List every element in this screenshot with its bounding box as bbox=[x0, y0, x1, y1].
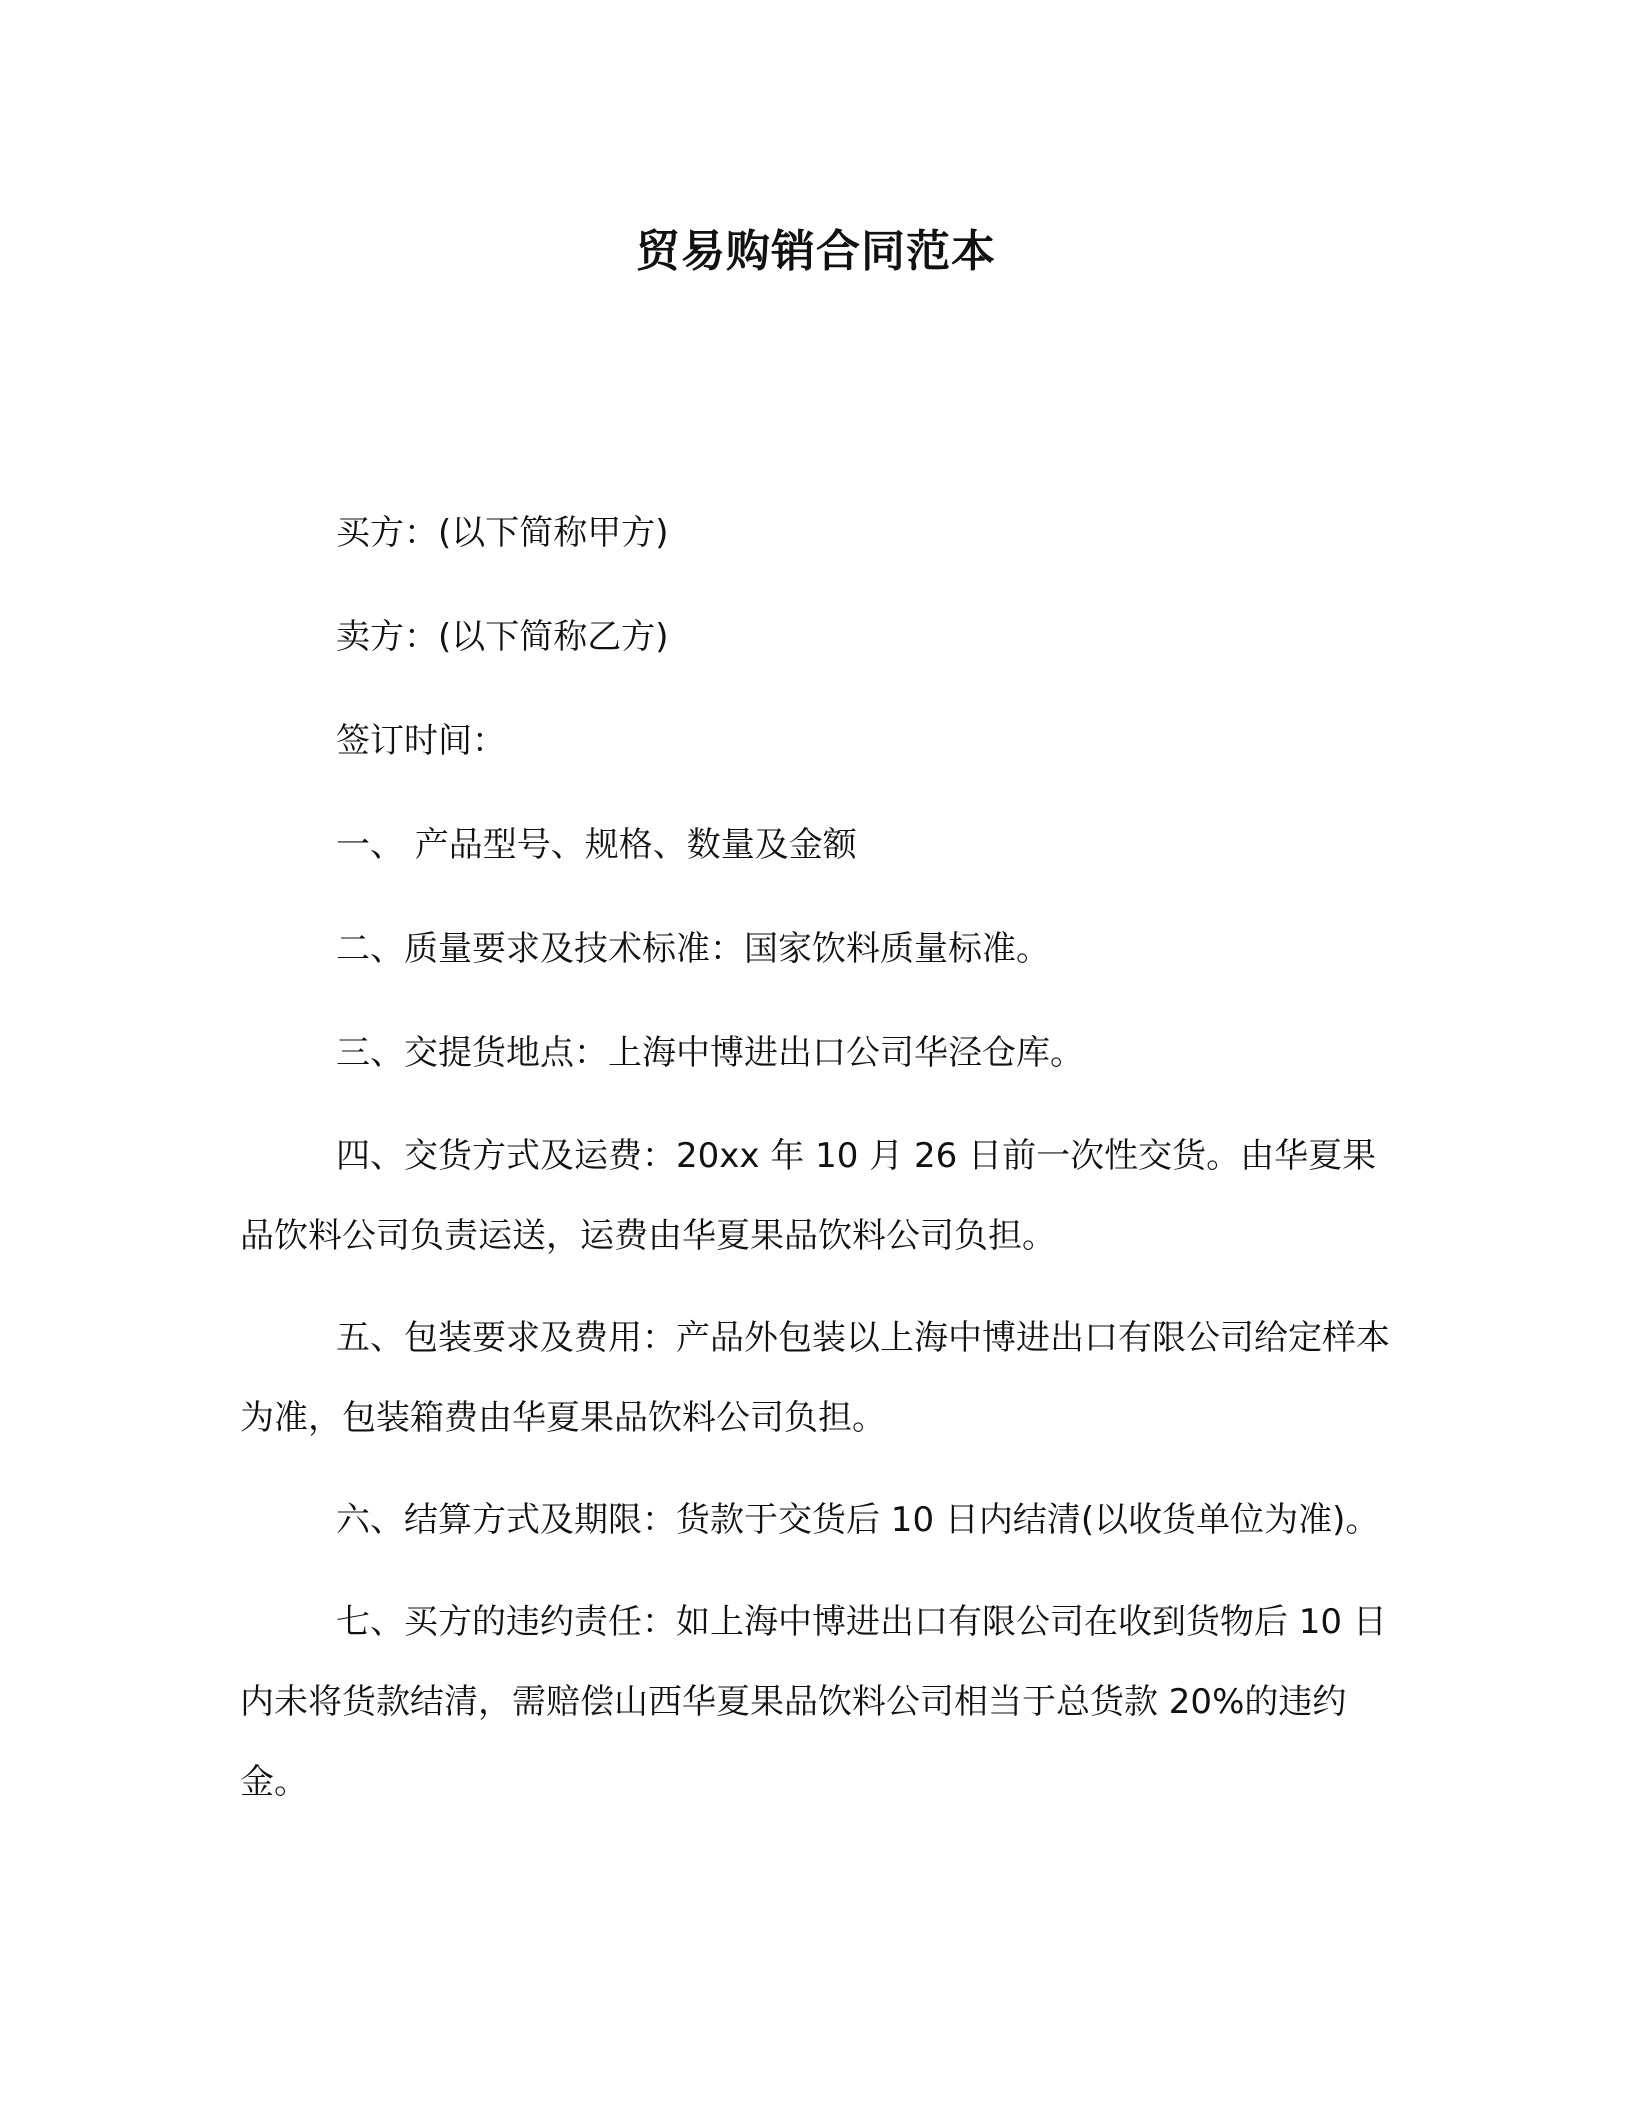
signing-time-line: 签订时间： bbox=[336, 721, 506, 761]
clause-7: 七、买方的违约责任：如上海中博进出口有限公司在收到货物后 10 日内未将货款结清，需赔偿山西华夏果品饮料公司相当于总货款 20%的违约金。 bbox=[240, 1602, 1387, 1802]
document-title: 贸易购销合同范本 bbox=[636, 226, 996, 277]
document-body bbox=[240, 492, 1390, 1844]
clause-3: 三、交提货地点：上海中博进出口公司华泾仓库。 bbox=[336, 1033, 1084, 1073]
buyer-line: 买方：(以下简称甲方) bbox=[336, 513, 669, 553]
seller-line: 卖方：(以下简称乙方) bbox=[336, 617, 669, 657]
clause-2: 二、质量要求及技术标准：国家饮料质量标准。 bbox=[336, 929, 1050, 969]
clause-5: 五、包装要求及费用：产品外包装以上海中博进出口有限公司给定样本为准，包装箱费由华夏果品饮料公司负担。 bbox=[240, 1318, 1390, 1438]
clause-4: 四、交货方式及运费：20xx 年 10 月 26 日前一次性交货。由华夏果品饮料公司负责运送，运费由华夏果品饮料公司负担。 bbox=[240, 1136, 1377, 1256]
clause-6: 六、结算方式及期限：货款于交货后 10 日内结清(以收货单位为准)。 bbox=[336, 1500, 1380, 1540]
clause-1: 一、 产品型号、规格、数量及金额 bbox=[336, 825, 857, 865]
